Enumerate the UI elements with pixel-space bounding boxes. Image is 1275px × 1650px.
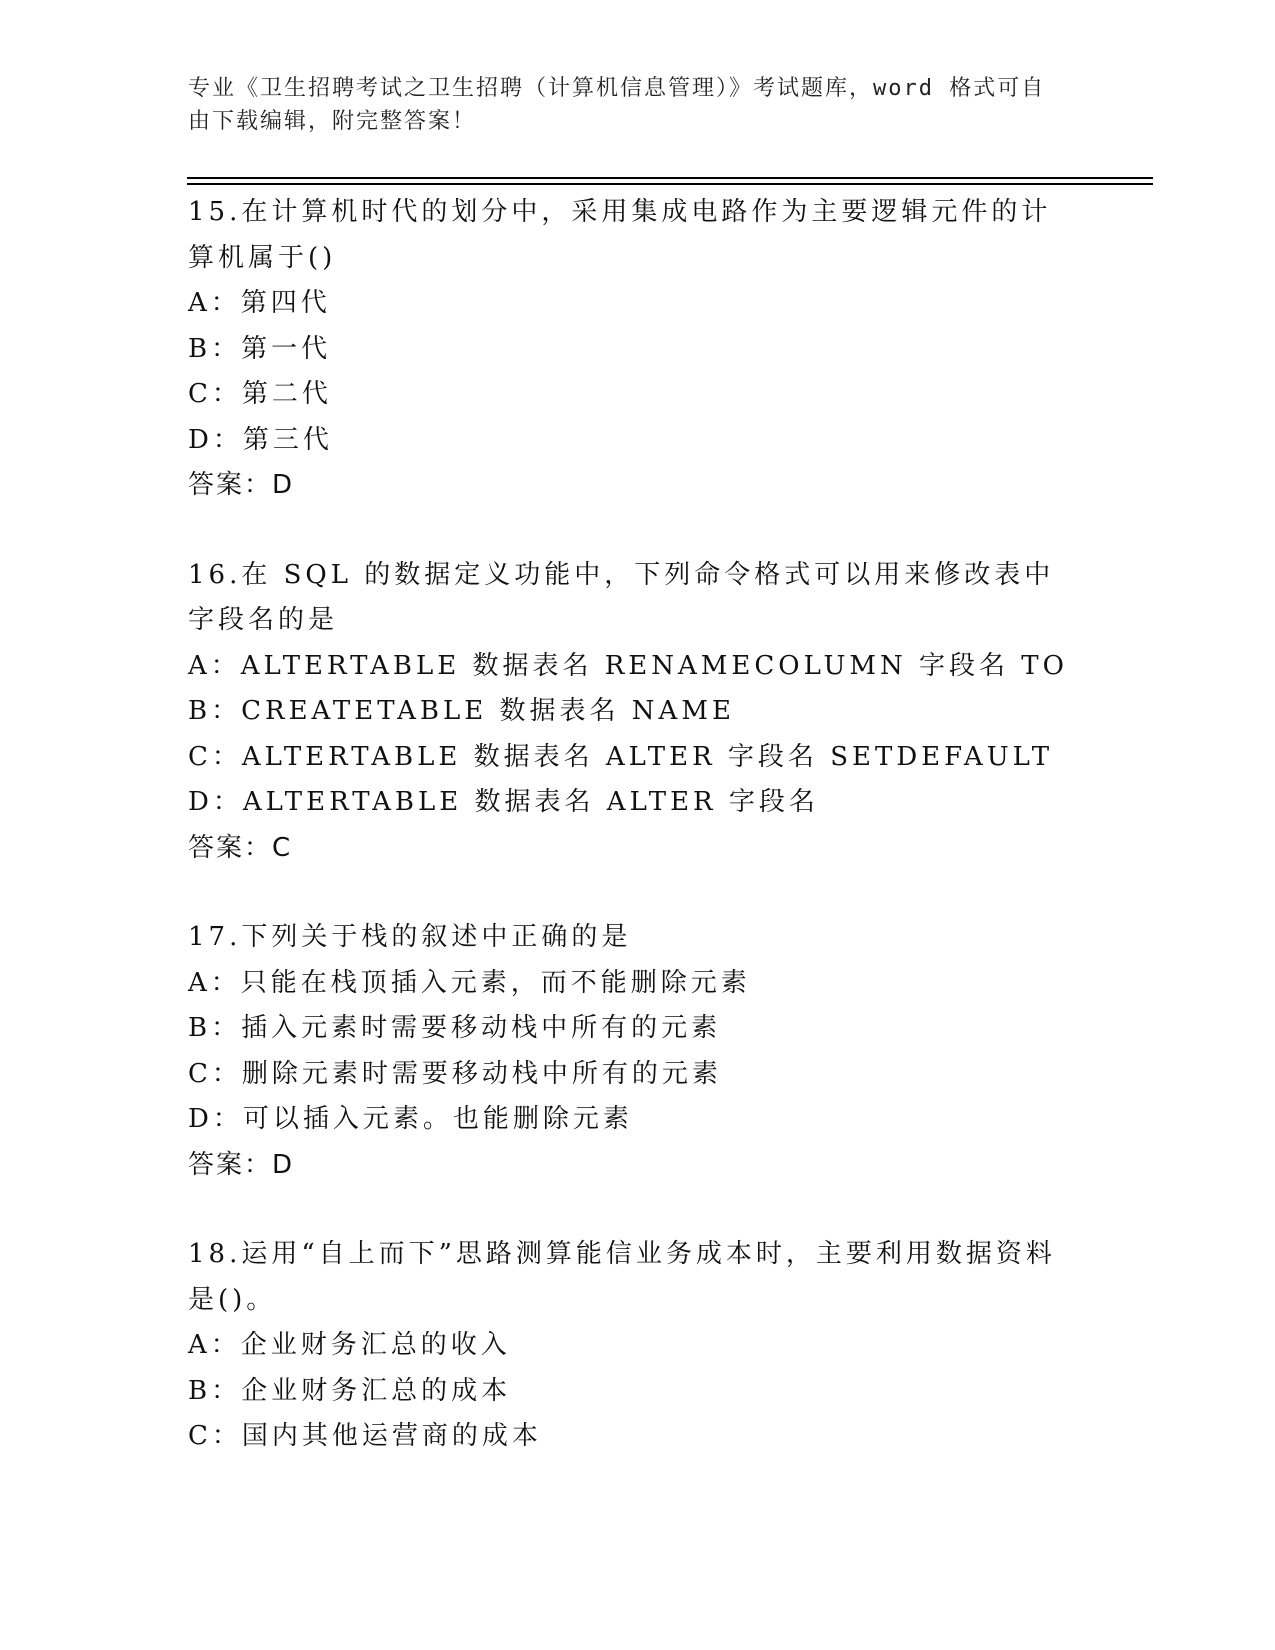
header-divider-bottom bbox=[187, 183, 1153, 185]
answer-line: 答案：D bbox=[188, 1149, 295, 1180]
option-text: 第四代 bbox=[240, 288, 331, 318]
option-b bbox=[188, 689, 1088, 735]
option-label: B： bbox=[188, 1013, 242, 1043]
option-text: 第一代 bbox=[241, 333, 332, 364]
option-a bbox=[188, 1323, 1088, 1369]
answer-line: 答案：C bbox=[188, 832, 293, 863]
option-text: 可以插入元素。也能删除元素 bbox=[242, 1104, 633, 1134]
option-text: ALTERTABLE 数据表名 ALTER 字段名 bbox=[242, 787, 819, 817]
option-label: B： bbox=[188, 1375, 242, 1406]
question-stem: 15.在计算机时代的划分中，采用集成电路作为主要逻辑元件的计算机属于() bbox=[188, 197, 1052, 273]
option-label: A： bbox=[188, 288, 241, 318]
option-b bbox=[188, 1006, 1088, 1052]
option-label: C： bbox=[188, 1421, 242, 1451]
option-label: C： bbox=[188, 741, 242, 772]
option-a bbox=[188, 644, 1088, 690]
option-b bbox=[188, 327, 1088, 373]
option-label: A： bbox=[188, 650, 241, 681]
option-text: CREATETABLE 数据表名 NAME bbox=[241, 696, 735, 726]
option-text: 只能在栈顶插入元素，而不能删除元素 bbox=[240, 967, 751, 998]
question-17 bbox=[188, 915, 1088, 1188]
option-label: D： bbox=[188, 1104, 243, 1134]
question-16 bbox=[188, 553, 1088, 872]
option-text: ALTERTABLE 数据表名 RENAMECOLUMN 字段名 TO bbox=[240, 650, 1068, 681]
option-label: D： bbox=[188, 424, 243, 455]
option-c bbox=[188, 735, 1088, 781]
option-text: 第三代 bbox=[242, 424, 333, 455]
header-divider-top bbox=[187, 177, 1153, 179]
option-c bbox=[188, 372, 1088, 418]
option-label: B： bbox=[188, 696, 242, 726]
question-stem: 16.在 SQL 的数据定义功能中，下列命令格式可以用来修改表中字段名的是 bbox=[188, 559, 1055, 635]
question-stem: 17.下列关于栈的叙述中正确的是 bbox=[188, 922, 632, 952]
document-header bbox=[188, 72, 1088, 138]
option-d bbox=[188, 1097, 1088, 1143]
option-label: D： bbox=[188, 787, 243, 817]
option-label: A： bbox=[188, 1330, 241, 1360]
header-line-1: 专业《卫生招聘考试之卫生招聘（计算机信息管理）》考试题库，word 格式可自 bbox=[188, 76, 1046, 101]
option-text: 企业财务汇总的收入 bbox=[240, 1330, 511, 1360]
question-list bbox=[188, 190, 1088, 1504]
option-d bbox=[188, 780, 1088, 826]
option-b bbox=[188, 1369, 1088, 1415]
option-label: C： bbox=[188, 379, 242, 409]
option-c bbox=[188, 1414, 1088, 1460]
option-d bbox=[188, 418, 1088, 464]
option-text: 国内其他运营商的成本 bbox=[241, 1421, 542, 1451]
option-text: ALTERTABLE 数据表名 ALTER 字段名 SETDEFAULT bbox=[241, 741, 1054, 772]
option-label: B： bbox=[188, 333, 242, 364]
question-18 bbox=[188, 1232, 1088, 1460]
option-label: C： bbox=[188, 1058, 242, 1089]
option-label: A： bbox=[188, 967, 241, 998]
option-a bbox=[188, 961, 1088, 1007]
answer-line: 答案：D bbox=[188, 470, 295, 500]
question-stem: 18.运用“自上而下”思路测算能信业务成本时，主要利用数据资料是()。 bbox=[188, 1239, 1056, 1315]
option-c bbox=[188, 1052, 1088, 1098]
question-15 bbox=[188, 190, 1088, 509]
option-text: 第二代 bbox=[241, 379, 332, 409]
option-text: 删除元素时需要移动栈中所有的元素 bbox=[241, 1058, 722, 1089]
option-text: 企业财务汇总的成本 bbox=[241, 1375, 512, 1406]
header-line-2: 由下载编辑，附完整答案！ bbox=[188, 109, 477, 134]
option-text: 插入元素时需要移动栈中所有的元素 bbox=[241, 1013, 722, 1043]
option-a bbox=[188, 281, 1088, 327]
